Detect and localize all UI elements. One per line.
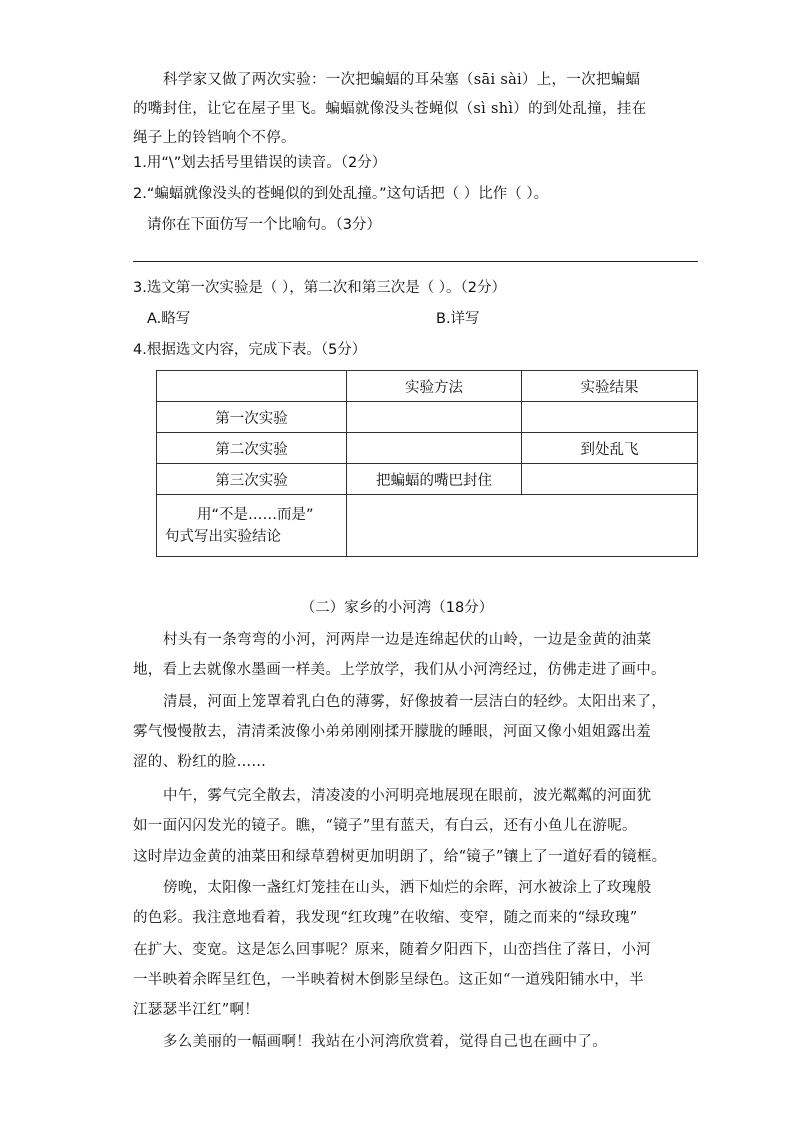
passage2-line: 如一面闪闪发光的镜子。瞧，“镜子”里有蓝天，有白云，还有小鱼儿在游呢。 [133, 818, 637, 834]
question-3: 3.选文第一次实验是（ ），第二次和第三次是（ ）。（2分） [133, 280, 507, 296]
table-answer-cell[interactable] [522, 464, 698, 495]
table-header-row [157, 371, 698, 402]
passage2-line: 的色彩。我注意地看着，我发现“红玫瑰”在收缩、变窄，随之而来的“绿玫瑰” [133, 910, 638, 926]
table-cell: 到处乱飞 [522, 433, 698, 464]
passage2-line: 一半映着余晖呈红色，一半映着树木倒影呈绿色。这正如“一道残阳铺水中，半 [133, 972, 644, 988]
table-header-cell: 实验结果 [522, 371, 698, 402]
section-title: （二）家乡的小河湾（18分） [300, 600, 494, 616]
passage2-line: 清晨，河面上笼罩着乳白色的薄雾，好像披着一层洁白的轻纱。太阳出来了， [163, 694, 667, 710]
table-row [157, 402, 698, 433]
passage1-line-1: 科学家又做了两次实验：一次把蝙蝠的耳朵塞（sāi sài）上，一次把蝙蝠 [163, 72, 641, 88]
passage2-line: 这时岸边金黄的油菜田和绿草碧树更加明朗了，给“镜子”镶上了一道好看的镜框。 [133, 849, 667, 865]
passage1-line-2: 的嘴封住，让它在屋子里飞。蝙蝠就像没头苍蝇似（sì shì）的到处乱撞，挂在 [133, 101, 647, 117]
table-header-cell [157, 371, 347, 402]
table-row [157, 464, 698, 495]
table-cell: 把蝙蝠的嘴巴封住 [347, 464, 522, 495]
table-row [157, 433, 698, 464]
question-2-line-2: 请你在下面仿写一个比喻句。（3分） [147, 217, 381, 233]
table-header-cell: 实验方法 [347, 371, 522, 402]
passage2-line: 多么美丽的一幅画啊！我站在小河湾欣赏着，觉得自己也在画中了。 [163, 1034, 607, 1050]
question-1: 1.用“\”划去括号里错误的读音。（2分） [133, 155, 387, 171]
table-answer-cell[interactable] [347, 433, 522, 464]
conclusion-label-line-2: 句式写出实验结论 [165, 528, 281, 545]
passage2-line: 中午，雾气完全散去，清凌凌的小河明亮地展现在眼前，波光粼粼的河面犹 [163, 788, 652, 804]
passage2-line: 江瑟瑟半江红”啊！ [133, 1002, 260, 1018]
experiment-table [156, 370, 698, 557]
passage2-line: 地，看上去就像水墨画一样美。上学放学，我们从小河湾经过，仿佛走进了画中。 [133, 662, 666, 678]
question-2-line-1: 2.“蝙蝠就像没头的苍蝇似的到处乱撞。”这句话把（ ）比作（ ）。 [133, 186, 549, 202]
conclusion-label-cell [157, 495, 347, 557]
table-answer-cell[interactable] [522, 402, 698, 433]
passage2-line: 村头有一条弯弯的小河，河两岸一边是连绵起伏的山岭，一边是金黄的油菜 [163, 632, 652, 648]
table-cell: 第一次实验 [157, 402, 347, 433]
passage2-line: 在扩大、变宽。这是怎么回事呢？原来，随着夕阳西下，山峦挡住了落日，小河 [133, 942, 651, 958]
question-4: 4.根据选文内容，完成下表。（5分） [133, 342, 367, 358]
passage2-line: 涩的、粉红的脸…… [133, 754, 267, 770]
answer-line[interactable] [133, 261, 698, 262]
table-conclusion-row [157, 495, 698, 557]
passage2-line: 傍晚，太阳像一盏红灯笼挂在山头，洒下灿烂的余晖，河水被涂上了玫瑰般 [163, 880, 652, 896]
option-b: B.详写 [436, 311, 480, 327]
table-answer-cell[interactable] [347, 402, 522, 433]
option-a: A.略写 [147, 311, 191, 327]
passage2-line: 雾气慢慢散去，清清柔波像小弟弟刚刚揉开朦胧的睡眼，河面又像小姐姐露出羞 [133, 724, 651, 740]
conclusion-label-line-1: 用“不是……而是” [197, 506, 314, 523]
passage1-line-3: 绳子上的铃铛响个不停。 [133, 130, 296, 146]
table-cell: 第二次实验 [157, 433, 347, 464]
table-cell: 第三次实验 [157, 464, 347, 495]
conclusion-answer-cell[interactable] [347, 495, 698, 557]
